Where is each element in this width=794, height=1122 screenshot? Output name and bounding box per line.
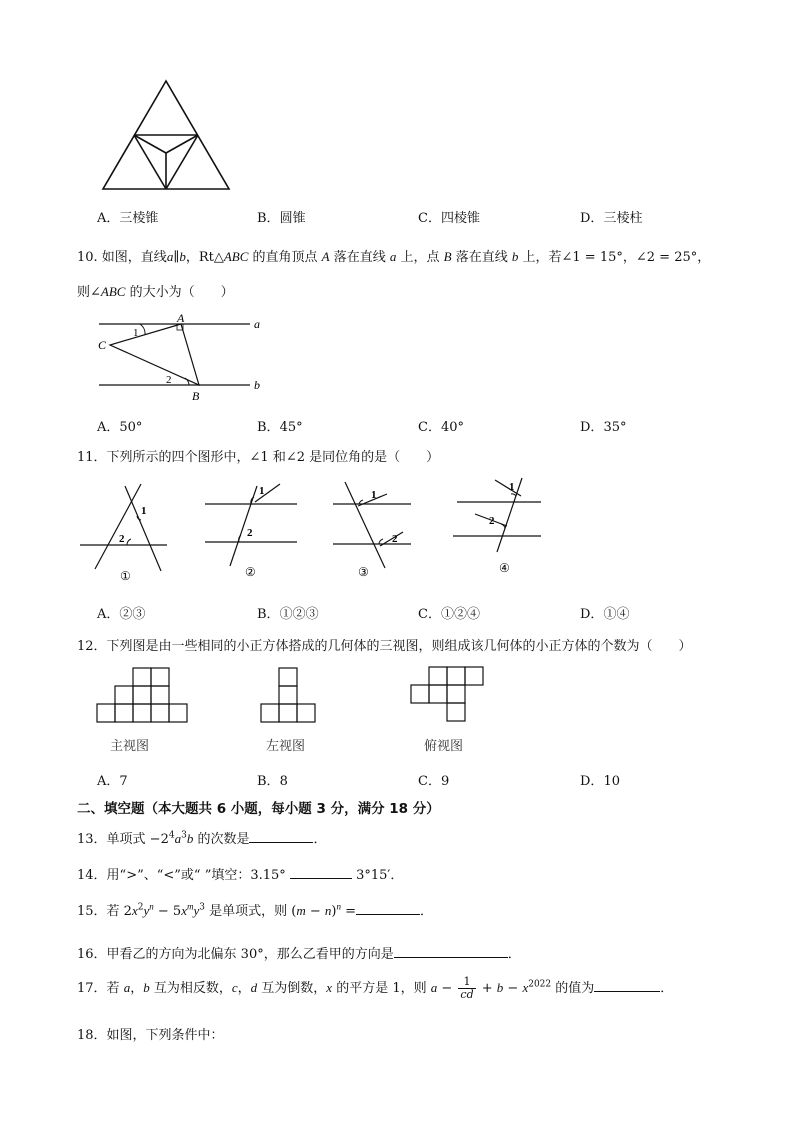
- q10-option-d: D．35°: [580, 420, 627, 435]
- q11-f1-caption: ①: [120, 569, 131, 583]
- q11-figures: [75, 476, 555, 586]
- q11-f2-caption: ②: [245, 565, 256, 579]
- q11-f3-label-2: 2: [392, 533, 398, 545]
- q10-label-a-point: A: [177, 312, 185, 325]
- q9-option-c: C．四棱锥: [418, 211, 480, 226]
- q12-caption-top: 俯视图: [424, 739, 464, 754]
- q12-option-d: D．10: [580, 774, 620, 789]
- q14-line: 14．用“>”、“<”或“ ”填空：3.15° 3°15′．: [77, 868, 404, 883]
- q13-answer-blank[interactable]: [249, 830, 313, 843]
- q11-f2-label-1: 1: [259, 485, 265, 497]
- q11-option-b: B．①②③: [257, 607, 319, 622]
- q12-top-view: [410, 665, 490, 725]
- q12-stem: 12．下列图是由一些相同的小正方体搭成的几何体的三视图，则组成该几何体的小正方体的个数为（ ）: [77, 639, 692, 654]
- q10-option-b: B．45°: [257, 420, 303, 435]
- q15-line: 15．若 $2x^2y^n - 5x^my^3$ 是单项式，则 $(m - n)^n$ = ．: [77, 901, 434, 919]
- q13-line: 13．单项式 $-2^4a^3b$ 的次数是 ．: [77, 830, 327, 847]
- q9-option-a: A．三棱锥: [97, 211, 159, 226]
- q12-caption-left: 左视图: [266, 739, 306, 754]
- q11-f1-label-2: 2: [119, 533, 125, 545]
- q12-option-a: A．7: [97, 774, 128, 789]
- q10-option-a: A．50°: [97, 420, 143, 435]
- q11-f4-caption: ④: [499, 561, 510, 575]
- q11-figure-3: [333, 482, 411, 579]
- q11-f1-label-1: 1: [141, 505, 147, 517]
- q12-left-view: [259, 665, 319, 725]
- q10-stem-line2: 则∠ABC 的大小为（ ）: [77, 284, 234, 300]
- q11-option-d: D．①④: [580, 607, 630, 622]
- q17-line: 17．若 a，b 互为相反数，c，d 互为倒数，x 的平方是 1，则 a − $\frac{1}{cd}$ + $b - x^{2022}$ 的值为 ．: [77, 975, 674, 1001]
- q12-option-c: C．9: [418, 774, 450, 789]
- q9-option-b: B．圆锥: [257, 211, 306, 226]
- q10-stem-line1: 10. 如图，直线a∥b，Rt△ABC 的直角顶点 A 落在直线 a 上，点 B 落在直线 b 上，若∠1 = 15°，∠2 = 25°，: [77, 249, 711, 265]
- q10-label-b-point: B: [192, 389, 200, 403]
- q11-stem: 11．下列所示的四个图形中，∠1 和∠2 是同位角的是（ ）: [77, 450, 440, 465]
- q11-f3-caption: ③: [358, 565, 369, 579]
- q11-figure-4: [453, 478, 541, 575]
- q12-front-view: [96, 665, 188, 725]
- q11-f3-label-1: 1: [371, 489, 377, 501]
- q16-line: 16．甲看乙的方向为北偏东 30°，那么乙看甲的方向是 ．: [77, 947, 521, 962]
- q10-label-line-a: a: [254, 317, 260, 331]
- q10-option-c: C．40°: [418, 420, 464, 435]
- q18-stem: 18．如图，下列条件中：: [77, 1028, 224, 1043]
- q10-label-c-point: C: [98, 338, 107, 352]
- q10-label-angle1: 1: [133, 327, 139, 339]
- q9-option-d: D．三棱柱: [580, 211, 643, 226]
- section-fill-in-title: 二、填空题（本大题共 6 小题，每小题 3 分，满分 18 分）: [77, 801, 440, 817]
- q9-figure: [100, 78, 235, 193]
- q11-figure-2: [205, 484, 297, 579]
- q11-option-a: A．②③: [97, 607, 146, 622]
- q11-option-c: C．①②④: [418, 607, 480, 622]
- q15-answer-blank[interactable]: [356, 902, 420, 915]
- q17-answer-blank[interactable]: [594, 979, 660, 992]
- q11-figure-1: [80, 484, 167, 583]
- q10-figure: [95, 312, 275, 404]
- q11-f2-label-2: 2: [247, 527, 253, 539]
- q16-answer-blank[interactable]: [394, 945, 508, 958]
- q11-f4-label-1: 1: [509, 481, 515, 493]
- q14-answer-blank[interactable]: [290, 866, 352, 879]
- q10-label-angle2: 2: [166, 374, 172, 386]
- q10-label-line-b: b: [254, 378, 260, 392]
- q11-f4-label-2: 2: [489, 515, 495, 527]
- q12-option-b: B．8: [257, 774, 288, 789]
- q12-caption-front: 主视图: [110, 739, 150, 754]
